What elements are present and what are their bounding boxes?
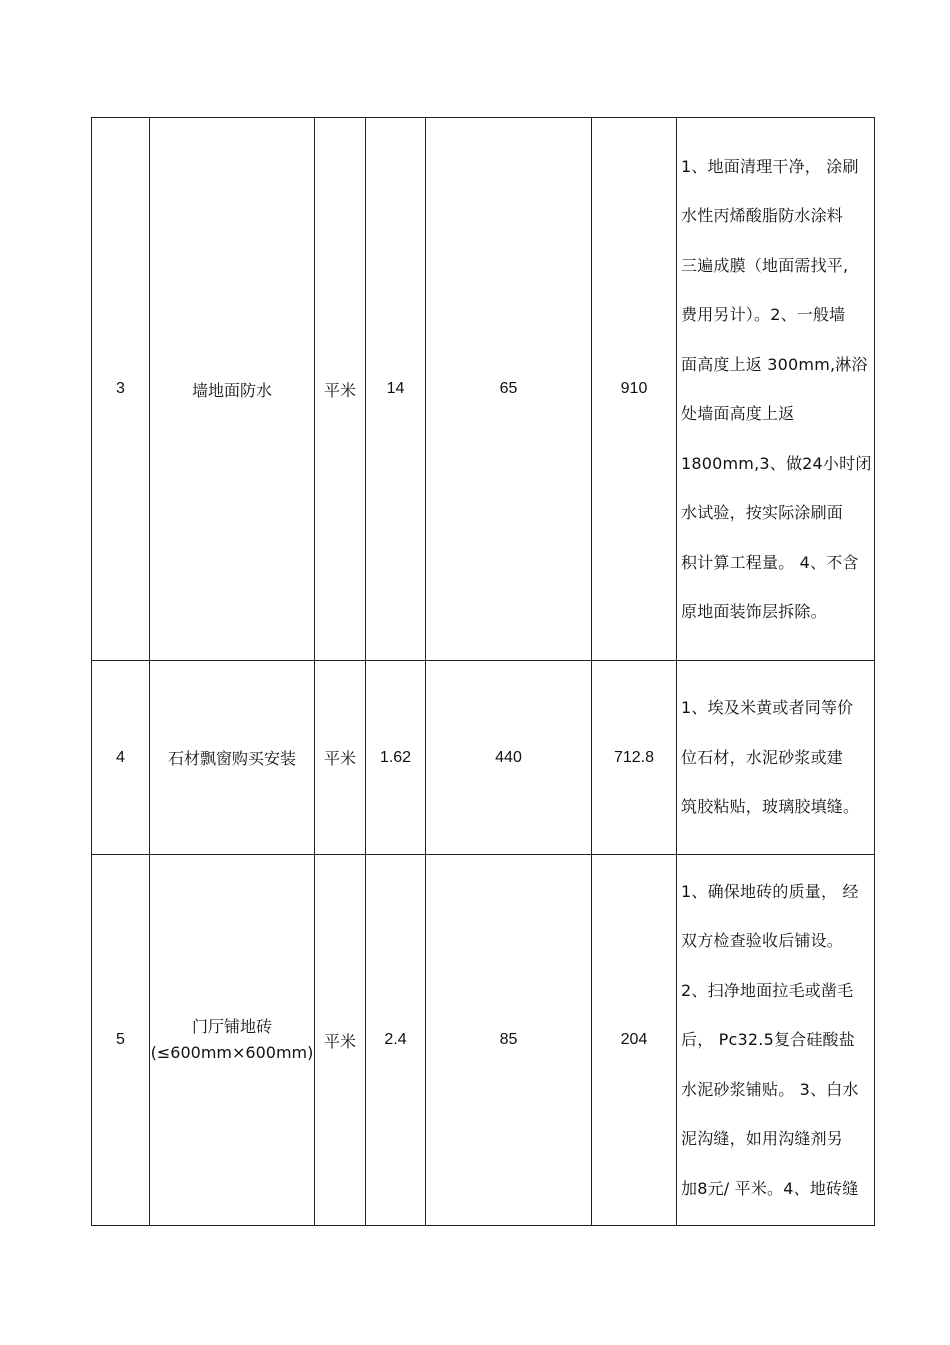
- item-name-cell: [150, 855, 315, 1226]
- unit-price-cell: 440: [426, 661, 592, 855]
- quantity-cell: 2.4: [366, 855, 426, 1226]
- unit-price-cell: 85: [426, 855, 592, 1226]
- amount-cell: 712.8: [592, 661, 677, 855]
- amount-cell: 910: [592, 118, 677, 661]
- item-name: 墙地面防水: [150, 118, 315, 661]
- unit-cell: 平米: [315, 661, 366, 855]
- quantity-cell: 14: [366, 118, 426, 661]
- item-name: 门厅铺地砖: [191, 1017, 272, 1036]
- description-text: 1、地面清理干净， 涂刷 水性丙烯酸脂防水涂料 三遍成膜（地面需找平, 费用另计）。2、一般墙 面高度上返 300mm,淋浴 处墙面高度上返 1800mm,3、做24小时闭 水试验，按实际涂刷面 积计算工程量。 4、不含 原地面装饰层拆除。: [681, 156, 872, 621]
- description-text: 1、确保地砖的质量， 经 双方检查验收后铺设。 2、扫净地面拉毛或凿毛 后， Pc32.5复合硅酸盐 水泥砂浆铺贴。 3、白水 泥沟缝，如用沟缝剂另 加8元/ 平米。4、地砖缝: [681, 881, 859, 1198]
- description-text: 1、埃及米黄或者同等价 位石材，水泥砂浆或建 筑胶粘贴，玻璃胶填缝。: [681, 698, 860, 817]
- unit-cell: 平米: [315, 118, 366, 661]
- quotation-table: [91, 117, 875, 1226]
- unit-price-cell: 65: [426, 118, 592, 661]
- quantity-cell: 1.62: [366, 661, 426, 855]
- item-name: 石材飘窗购买安装: [150, 661, 315, 855]
- amount-cell: 204: [592, 855, 677, 1226]
- table-row: [92, 118, 875, 661]
- table-row: [92, 855, 875, 1226]
- row-number: 5: [92, 855, 150, 1226]
- description-cell: [677, 118, 875, 661]
- unit-cell: 平米: [315, 855, 366, 1226]
- row-number: 3: [92, 118, 150, 661]
- description-cell: [677, 661, 875, 855]
- item-size-spec: (≤600mm×600mm): [150, 1043, 314, 1062]
- row-number: 4: [92, 661, 150, 855]
- description-cell: [677, 855, 875, 1226]
- table-row: [92, 661, 875, 855]
